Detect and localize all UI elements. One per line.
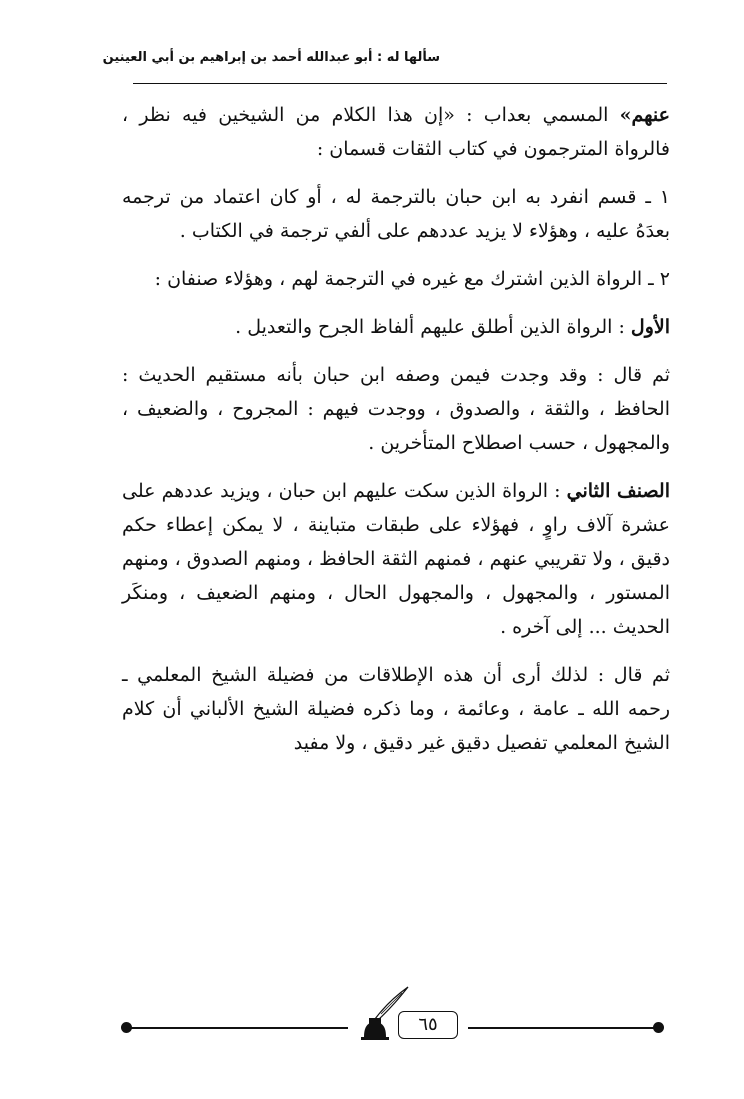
paragraph bbox=[122, 180, 670, 248]
footer-dot-right bbox=[653, 1022, 664, 1033]
paragraph-text: ٢ ـ الرواة الذين اشترك مع غيره في الترجمة لهم ، وهؤلاء صنفان : bbox=[154, 268, 670, 290]
footer-rule-left bbox=[128, 1027, 348, 1029]
paragraph-text: المسمي بعداب : «إن هذا الكلام من الشيخين فيه نظر ، فالرواة المترجمون في كتاب الثقات قسمان : bbox=[122, 104, 670, 160]
footer-rule-right bbox=[468, 1027, 658, 1029]
paragraph-text: ثم قال : وقد وجدت فيمن وصفه ابن حبان بأنه مستقيم الحديث : الحافظ ، والثقة ، والصدوق ، ووجدت فيهم : المجروح ، والضعيف ، والمجهول ، حسب اصطلاح المتأخرين . bbox=[122, 364, 670, 454]
footer-dot-left bbox=[121, 1022, 132, 1033]
paragraph-text: : الرواة الذين أطلق عليهم ألفاظ الجرح والتعديل . bbox=[235, 316, 631, 338]
paragraph bbox=[122, 474, 670, 644]
paragraph bbox=[122, 358, 670, 460]
paragraph-lead: الصنف الثاني bbox=[566, 480, 670, 502]
paragraph bbox=[122, 98, 670, 166]
paragraph-text: ثم قال : لذلك أرى أن هذه الإطلاقات من فضيلة الشيخ المعلمي ـ رحمه الله ـ عامة ، وعائمة ، وما ذكره فضيلة الشيخ الألباني أن كلام الشيخ المعلمي تفصيل دقيق غير دقيق ، ولا مفيد bbox=[122, 664, 670, 754]
page-footer bbox=[0, 985, 744, 1045]
paragraph bbox=[122, 310, 670, 344]
paragraph-lead: الأول bbox=[630, 316, 670, 338]
paragraph-text: : الرواة الذين سكت عليهم ابن حبان ، ويزيد عددهم على عشرة آلاف راوٍ ، فهؤلاء على طبقات متباينة ، لا يمكن إعطاء حكم دقيق ، ولا تقريبي عنهم ، فمنهم الثقة الحافظ ، ومنهم الصدوق ، ومنهم المستور ، والمجهول ، والمجهول الحال ، ومنهم الضعيف ، ومنكَر الحديث ... إلى آخره . bbox=[122, 480, 670, 638]
running-header: سألها له : أبو عبدالله أحمد بن إبراهيم بن أبي العينين bbox=[102, 50, 440, 65]
paragraph-lead: عنهم» bbox=[619, 104, 670, 126]
page-body bbox=[122, 98, 670, 760]
header-divider bbox=[133, 83, 667, 84]
paragraph bbox=[122, 658, 670, 760]
paragraph bbox=[122, 262, 670, 296]
page-number: ٦٥ bbox=[398, 1011, 458, 1039]
paragraph-text: ١ ـ قسم انفرد به ابن حبان بالترجمة له ، أو كان اعتماد من ترجمه بعدَهُ عليه ، وهؤلاء لا يزيد عددهم على ألفي ترجمة في الكتاب . bbox=[122, 186, 670, 242]
